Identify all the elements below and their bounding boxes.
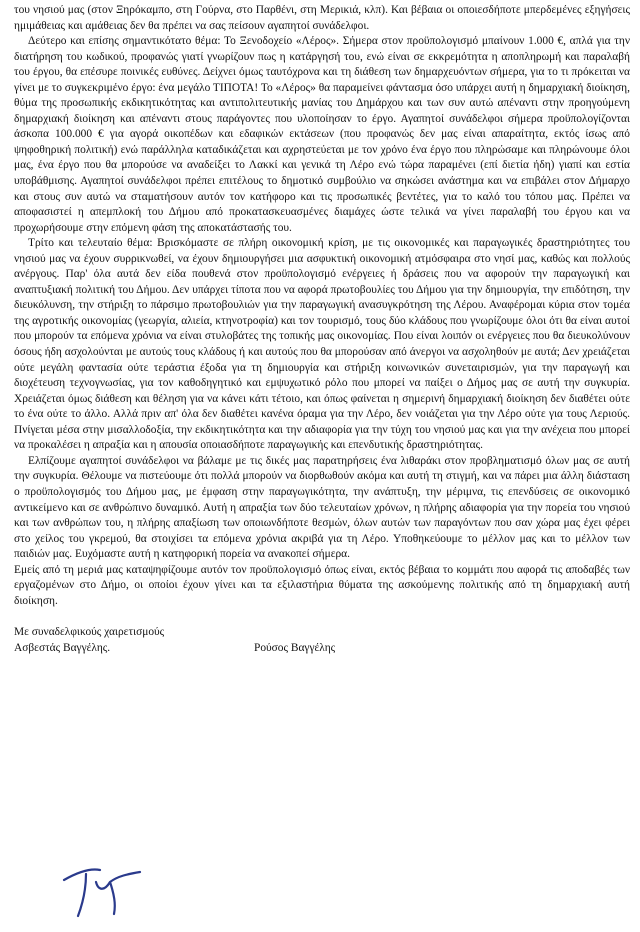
paragraph-4: Ελπίζουμε αγαπητοί συνάδελφοι να βάλαμε με τις δικές μας παρατηρήσεις ένα λιθαράκι στον προβληματισμό όλων μας σε αυτή την συγκυρία. Θέλουμε να πιστεύουμε ότι πολλά μπορούν να διορθωθούν ακόμα και αυτή τη στιγμή, και να πάρει μια άλλη διάσταση ο προϋπολογισμός του Δήμου μας, με έμφαση στην παραγωγικότητα, την ανάπτυξη, την μέριμνα, τις επενδύσεις σε οικονομικό αντικείμενο και σε ανθρώπινο δυναμικό. Αυτή η απραξία των δύο τελευταίων χρόνων, η πλήρης αδιαφορία για την πορεία του νησιού και των ανθρώπων του, η πλήρης απαξίωση των οποιωνδήποτε θεσμών, όλων αυτών των παραγόντων που σαν χώρα μας έχει φέρει στο χείλος του γκρεμού, θα στοιχίσει τα επόμενα χρόνια ακριβά για τη Λέρο. Υποθηκεύουμε το μέλλον μας και το μέλλον των παιδιών μας. Ευχόμαστε αυτή η κατηφορική πορεία να ανακοπεί σήμερα. <box>14 454 630 561</box>
paragraph-1: του νησιού μας (στον Ξηρόκαμπο, στη Γούρνα, στο Παρθένι, στη Μερικιά, κλπ). Και βέβαια οι οποιεσδήποτε μπερδεμένες εξηγήσεις ημιμάθειας και αμάθειας δεν θα πρέπει να σας πείσουν αγαπητοί συνάδελφοι. <box>14 4 630 32</box>
paragraph-2: Δεύτερο και επίσης σημαντικότατο θέμα: Το Ξενοδοχείο «Λέρος». Σήμερα στον προϋπολογισμό μπαίνουν 1.000 €, απλά για την διατήρηση του κωδικού, προφανώς γιατί γνωρίζουν πως η κατάργησή του, ενώ είναι σε εκκρεμότητα η αποπληρωμή και παραλαβή του έργου, θα επέσυρε ποινικές ευθύνες. Δείχνει όμως ταυτόχρονα και τη διάθεση των δημαρχευόντων σήμερα, για το τι πρόκειται να γίνει με το συγκεκριμένο έργο: ένα μεγάλο ΤΙΠΟΤΑ! Το «Λέρος» θα παραμείνει φάντασμα όσο υπάρχει αυτή η δημαρχιακή διοίκηση, θύμα της προσωπικής εκδικητικότητας και αντιπολιτευτικής μανίας του Δημάρχου και των συν αυτώ απέναντι στην προηγούμενη δημαρχιακή διοίκηση και απέναντι στους παράγοντες που υλοποίησαν το έργο. Αγαπητοί συνάδελφοι σήμερα προϋπολογίζονται άσκοπα 100.000 € για αγορά οικοπέδων και εδαφικών εκτάσεων (που προφανώς δεν μας είναι απαραίτητα, εκτός ίσως από ψηφοθηρική πολιτική) ενώ παράλληλα καταδικάζεται και αχρηστεύεται με τον χρόνο ένα έργο που πληρώσαμε και πληρώνουμε όλοι μας, ένα έργο που θα μπορούσε να αναδείξει το Λακκί και γενικά τη Λέρο ενώ τώρα παραμένει (επί διετία ήδη) γιαπί και εστία υποβάθμισης. Αγαπητοί συνάδελφοι πρέπει επιτέλους το δημοτικό συμβούλιο να σηκώσει ανάστημα και να επιβάλει στον Δήμαρχο και στους συν αυτώ να σταματήσουν αυτόν τον κατήφορο και τις προσωπικές βεντέτες, για το καλό του τόπου μας. Πρέπει να αποφασιστεί η απεμπλοκή του Δήμου από προκατασκευασμένες διαμάχες ώστε τελικά να γίνει παραλαβή του έργου και να προχωρήσουμε στην επόμενη φάση της αποκατάστασής του. <box>14 35 630 234</box>
closing-block <box>14 625 630 656</box>
paragraph-3: Τρίτο και τελευταίο θέμα: Βρισκόμαστε σε πλήρη οικονομική κρίση, με τις οικονομικές και παραγωγικές δραστηριότητες του νησιού μας να έχουν συρρικνωθεί, να έχουν δημιουργήσει μια ασφυκτική οικονομική ατμόσφαιρα στο νησί μας, καθώς και πολλούς ανέργους. Παρ' όλα αυτά δεν είδα πουθενά στον προϋπολογισμό ενέργειες ή δράσεις που να αφορούν την παραγωγική και αναπτυξιακή πολιτική του Δήμου. Δεν υπάρχει τίποτα που να αφορά πρωτοβουλίες του Δήμου για την δημιουργία, την επιδότηση, την διευκόλυνση, την στήριξη το πάρσιμο πρωτοβουλιών για την παραγωγική ανασυγκρότηση της Λέρου. Αναφέρομαι κύρια στον τομέα της αγροτικής οικονομίας (γεωργία, αλιεία, κτηνοτροφία) και τον τουρισμό, τους δύο κλάδους που γνωρίζουμε όλοι ότι θα είναι αυτοί που μπορούν τα επόμενα χρόνια να είναι στυλοβάτες της τοπικής μας οικονομίας. Που είναι λοιπόν οι ενέργειες που θα διευκολύνουν όσους ήδη ασχολούνται με αυτούς τους κλάδους ή και αυτούς που θα μπορούσαν από άνεργοι να ασχοληθούν με αυτά; Δεν χρειάζεται ούτε μεγάλη φαντασία ούτε τεράστια έξοδα για τη δημιουργία και στήριξη κοινωνικών συνεταιρισμών, για την παραγωγή και διοχέτευση τεχνογνωσίας, για τον καθοδηγητικό και εμψυχωτικό ρόλο που μπορεί να παίξει ο Δήμος μας σε αυτή την συγκυρία. Χρειάζεται όμως διάθεση και θέληση για να κάνει κάτι τέτοιο, και όπως φαίνεται η σημερινή δημαρχιακή διοίκηση δεν διαθέτει ούτε το ένα ούτε το άλλο. Αλλά πριν απ' όλα δεν διαθέτει κανένα όραμα για την Λέρο, δεν νοιάζεται για την Λέρο ούτε για τους Λεριούς. Πνίγεται μέσα στην μισαλλοδοξία, την εκδικητικότητα και την αδιαφορία για την τύχη του νησιού μας και για την ανέχεια που μπορεί να προκαλέσει η απραξία και η απουσία οποιασδήποτε παραγωγικής και επενδυτικής δραστηριότητας. <box>14 237 630 452</box>
paragraph-5: Εμείς από τη μεριά μας καταψηφίζουμε αυτόν τον προϋπολογισμό όπως είναι, εκτός βέβαια το κομμάτι που αφορά τις αποδαβές των εργαζομένων στο Δήμο, οι οποίοι έχουν γίνει και τα εξιλαστήρια θύματα της ασκούμενης πολιτικής από τη δημαρχιακή αυτή διοίκηση. <box>14 563 630 607</box>
signer-left: Ασβεστάς Βαγγέλης. <box>14 641 111 654</box>
signer-right: Ρούσος Βαγγέλης <box>254 641 336 654</box>
document-body <box>14 3 630 609</box>
signers <box>14 641 630 657</box>
handwritten-signature <box>56 860 166 920</box>
closing-greeting: Με συναδελφικούς χαιρετισμούς <box>14 626 165 639</box>
